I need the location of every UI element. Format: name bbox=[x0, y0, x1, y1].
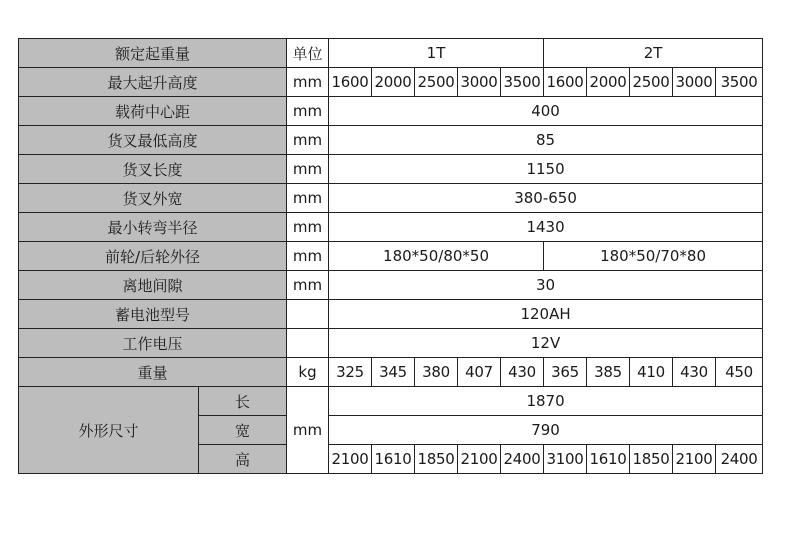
row-dimensions-length bbox=[19, 387, 763, 416]
fork-width-value: 380-650 bbox=[329, 184, 763, 213]
dimension-height-cell: 1610 bbox=[372, 445, 415, 474]
dimension-height-cell: 1850 bbox=[630, 445, 673, 474]
weight-cell: 430 bbox=[673, 358, 716, 387]
row-fork-length bbox=[19, 155, 763, 184]
weight-cell: 345 bbox=[372, 358, 415, 387]
dimension-height-cell: 3100 bbox=[544, 445, 587, 474]
fork-min-height-value: 85 bbox=[329, 126, 763, 155]
battery-model-unit bbox=[287, 300, 329, 329]
working-voltage-unit bbox=[287, 329, 329, 358]
turning-radius-label: 最小转弯半径 bbox=[19, 213, 287, 242]
lift-height-cell: 1600 bbox=[544, 68, 587, 97]
lift-height-cell: 3500 bbox=[501, 68, 544, 97]
battery-model-label: 蓄电池型号 bbox=[19, 300, 287, 329]
dimensions-unit: mm bbox=[287, 387, 329, 474]
weight-cell: 325 bbox=[329, 358, 372, 387]
fork-min-height-unit: mm bbox=[287, 126, 329, 155]
weight-cell: 430 bbox=[501, 358, 544, 387]
ground-clearance-unit: mm bbox=[287, 271, 329, 300]
dimension-height-cell: 1850 bbox=[415, 445, 458, 474]
ground-clearance-label: 离地间隙 bbox=[19, 271, 287, 300]
ground-clearance-value: 30 bbox=[329, 271, 763, 300]
lift-height-cell: 3000 bbox=[458, 68, 501, 97]
lift-height-unit: mm bbox=[287, 68, 329, 97]
wheel-diameter-label: 前轮/后轮外径 bbox=[19, 242, 287, 271]
dimension-height-cell: 1610 bbox=[587, 445, 630, 474]
weight-cell: 365 bbox=[544, 358, 587, 387]
fork-length-label: 货叉长度 bbox=[19, 155, 287, 184]
lift-height-cell: 2000 bbox=[587, 68, 630, 97]
capacity-1t: 1T bbox=[329, 39, 544, 68]
dimension-height-cell: 2100 bbox=[329, 445, 372, 474]
fork-length-value: 1150 bbox=[329, 155, 763, 184]
lift-height-cell: 3500 bbox=[716, 68, 763, 97]
dimension-width-label: 宽 bbox=[199, 416, 287, 445]
spec-table bbox=[18, 38, 763, 474]
fork-length-unit: mm bbox=[287, 155, 329, 184]
weight-cell: 380 bbox=[415, 358, 458, 387]
dimension-width-value: 790 bbox=[329, 416, 763, 445]
dimension-height-cell: 2100 bbox=[673, 445, 716, 474]
row-load-center bbox=[19, 97, 763, 126]
row-weight bbox=[19, 358, 763, 387]
dimension-height-cell: 2100 bbox=[458, 445, 501, 474]
wheel-diameter-1t: 180*50/80*50 bbox=[329, 242, 544, 271]
lift-height-cell: 2500 bbox=[630, 68, 673, 97]
lift-height-cell: 3000 bbox=[673, 68, 716, 97]
wheel-diameter-unit: mm bbox=[287, 242, 329, 271]
row-turning-radius bbox=[19, 213, 763, 242]
row-capacity bbox=[19, 39, 763, 68]
weight-label: 重量 bbox=[19, 358, 287, 387]
row-working-voltage bbox=[19, 329, 763, 358]
weight-cell: 407 bbox=[458, 358, 501, 387]
turning-radius-value: 1430 bbox=[329, 213, 763, 242]
lift-height-label: 最大起升高度 bbox=[19, 68, 287, 97]
dimension-length-label: 长 bbox=[199, 387, 287, 416]
battery-model-value: 120AH bbox=[329, 300, 763, 329]
load-center-label: 载荷中心距 bbox=[19, 97, 287, 126]
load-center-value: 400 bbox=[329, 97, 763, 126]
row-ground-clearance bbox=[19, 271, 763, 300]
weight-cell: 450 bbox=[716, 358, 763, 387]
weight-cell: 410 bbox=[630, 358, 673, 387]
unit-header: 单位 bbox=[287, 39, 329, 68]
row-lift-height bbox=[19, 68, 763, 97]
row-fork-min-height bbox=[19, 126, 763, 155]
lift-height-cell: 2500 bbox=[415, 68, 458, 97]
fork-min-height-label: 货叉最低高度 bbox=[19, 126, 287, 155]
weight-unit: kg bbox=[287, 358, 329, 387]
row-fork-width bbox=[19, 184, 763, 213]
fork-width-unit: mm bbox=[287, 184, 329, 213]
row-battery-model bbox=[19, 300, 763, 329]
dimension-height-label: 高 bbox=[199, 445, 287, 474]
dimension-height-cell: 2400 bbox=[716, 445, 763, 474]
working-voltage-label: 工作电压 bbox=[19, 329, 287, 358]
row-wheel-diameter bbox=[19, 242, 763, 271]
weight-cell: 385 bbox=[587, 358, 630, 387]
load-center-unit: mm bbox=[287, 97, 329, 126]
working-voltage-value: 12V bbox=[329, 329, 763, 358]
dimension-length-value: 1870 bbox=[329, 387, 763, 416]
dimensions-label: 外形尺寸 bbox=[19, 387, 199, 474]
capacity-2t: 2T bbox=[544, 39, 763, 68]
lift-height-cell: 2000 bbox=[372, 68, 415, 97]
turning-radius-unit: mm bbox=[287, 213, 329, 242]
dimension-height-cell: 2400 bbox=[501, 445, 544, 474]
wheel-diameter-2t: 180*50/70*80 bbox=[544, 242, 763, 271]
lift-height-cell: 1600 bbox=[329, 68, 372, 97]
fork-width-label: 货叉外宽 bbox=[19, 184, 287, 213]
capacity-label: 额定起重量 bbox=[19, 39, 287, 68]
